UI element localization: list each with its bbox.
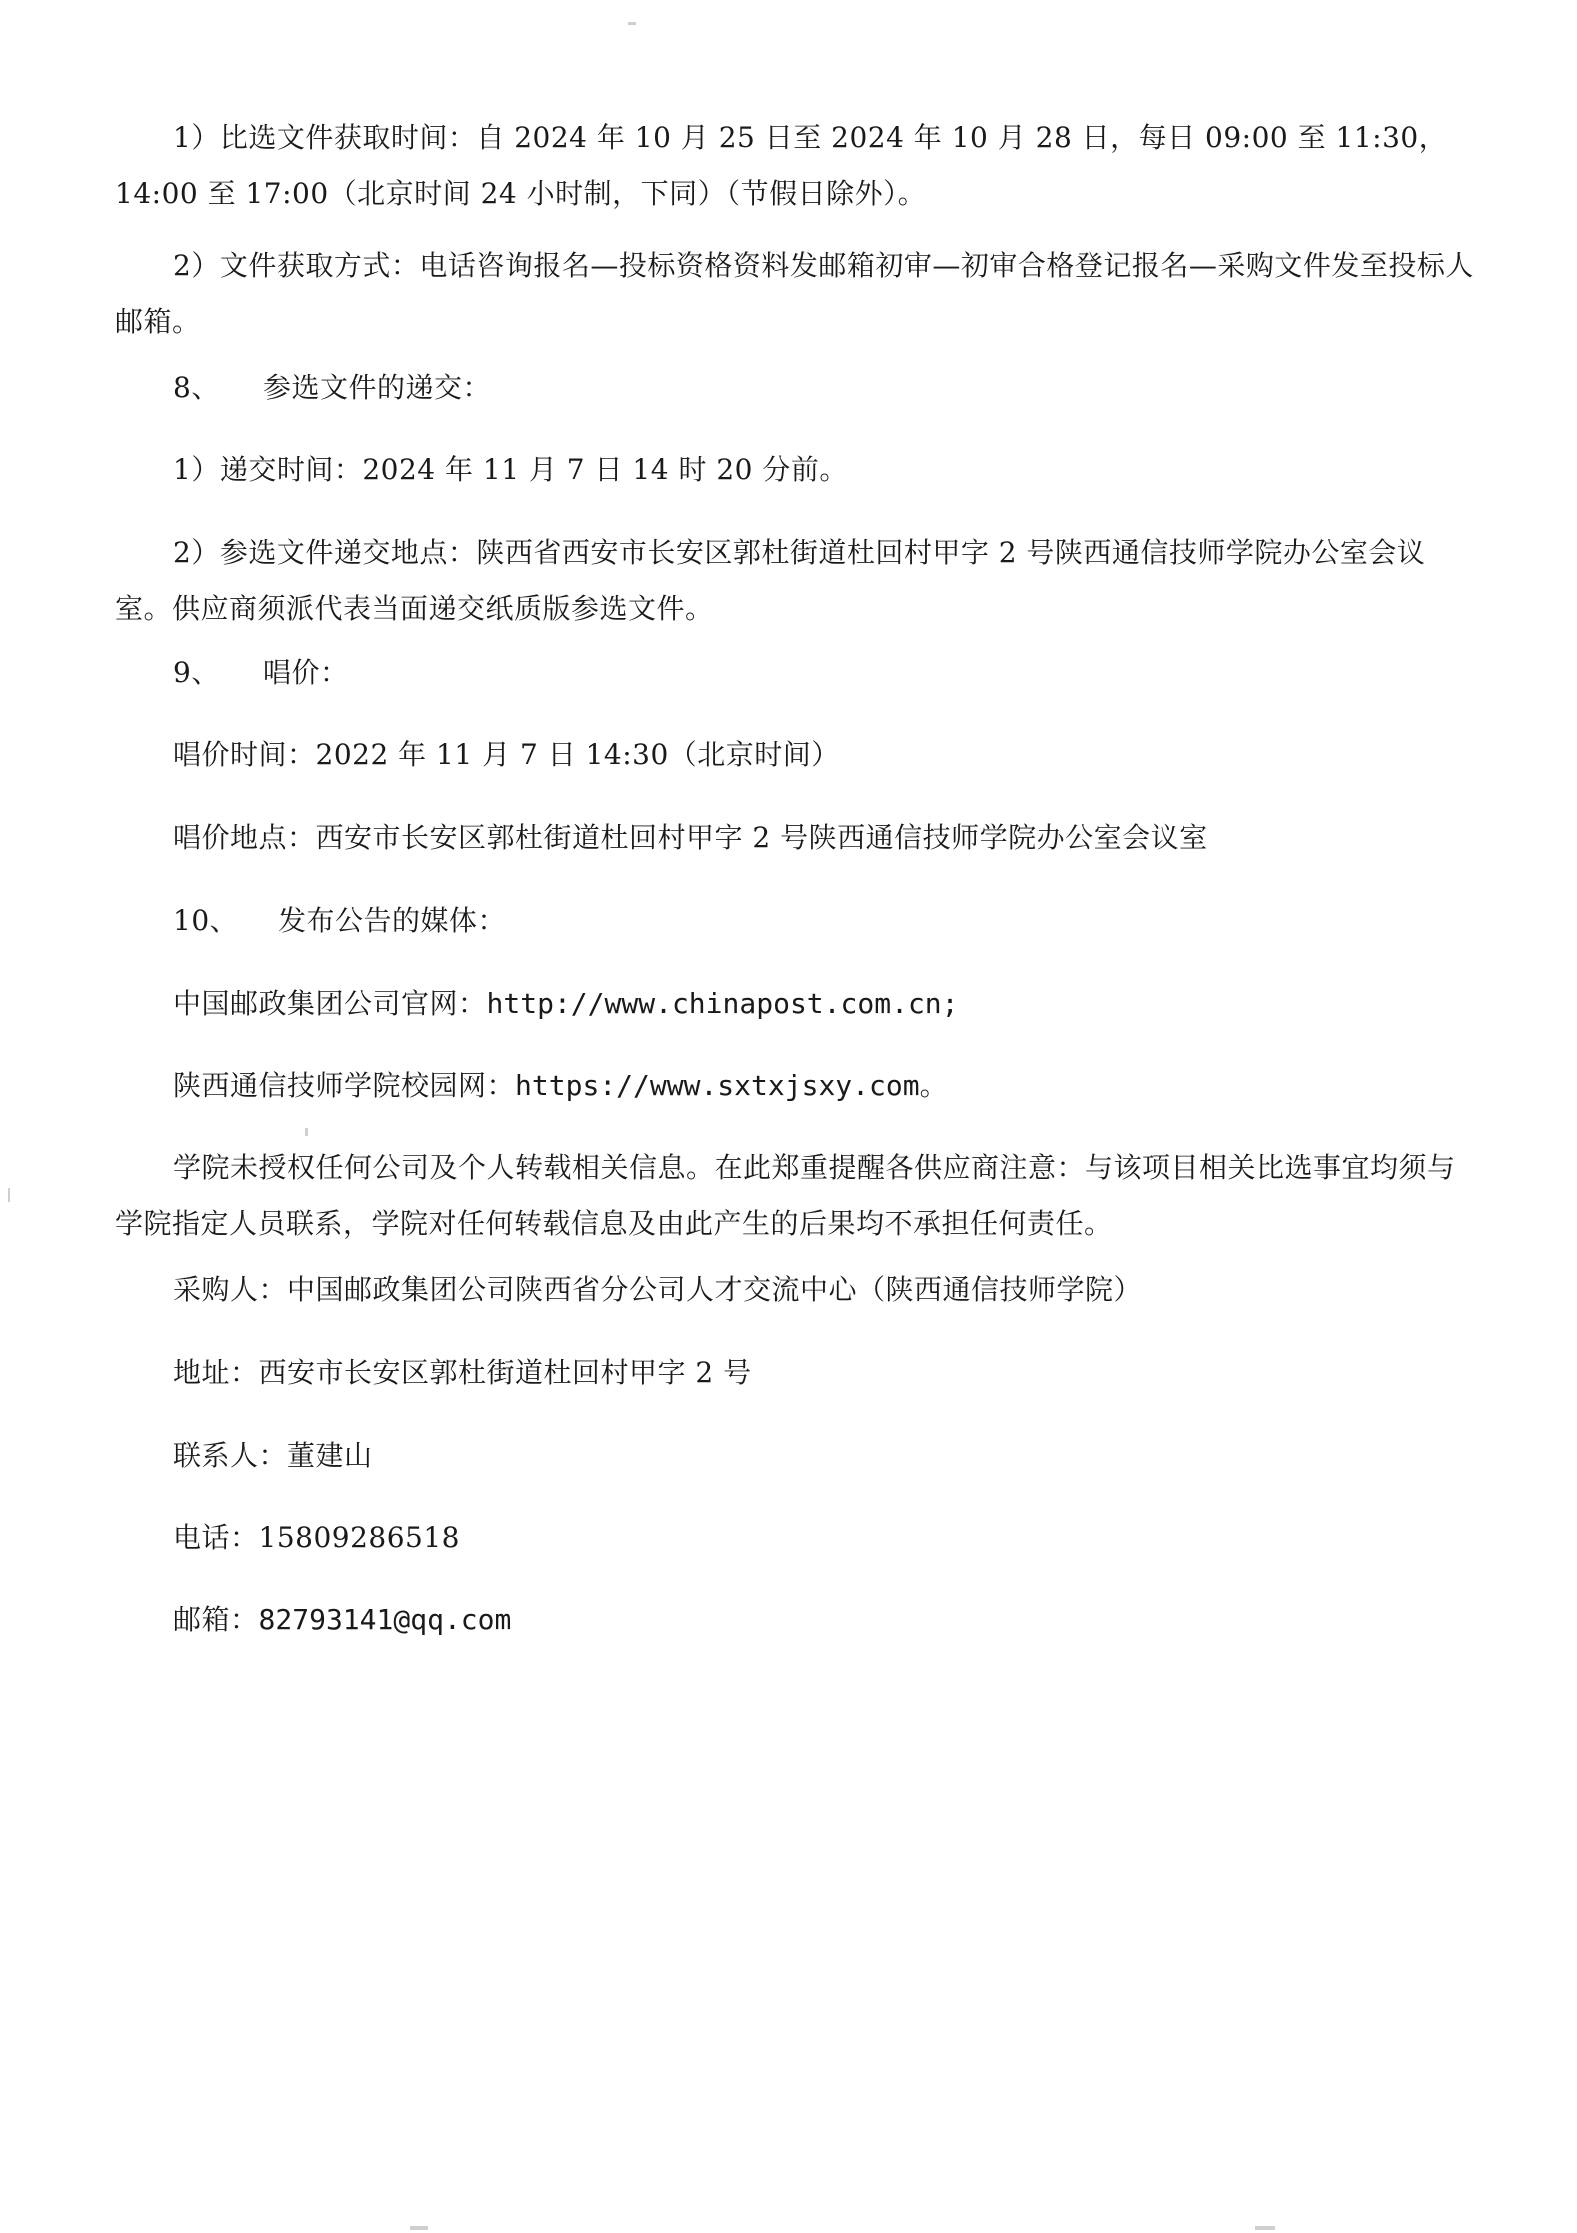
para-submission-time: 1）递交时间：2024 年 11 月 7 日 14 时 20 分前。 — [173, 453, 848, 486]
phone-label: 电话： — [173, 1521, 259, 1554]
scan-speck — [410, 2226, 428, 2230]
scan-speck — [1255, 2226, 1275, 2230]
email-label: 邮箱： — [173, 1603, 259, 1636]
section-number-9: 9、 — [173, 656, 220, 689]
address-line: 地址：西安市长安区郭杜街道杜回村甲字 2 号 — [173, 1356, 752, 1389]
scan-speck — [305, 1128, 308, 1136]
para-submission-location: 2）参选文件递交地点：陕西省西安市长安区郭杜街道杜回村甲字 2 号陕西通信技师学院办公室会议室。供应商须派代表当面递交纸质版参选文件。 — [115, 536, 1426, 625]
phone-number: 15809286518 — [258, 1521, 460, 1554]
media-url-chinapost: http://www.chinapost.com.cn; — [486, 987, 959, 1020]
section-title-10: 发布公告的媒体： — [278, 904, 507, 937]
section-title-9: 唱价： — [263, 656, 349, 689]
section-number-10: 10、 — [173, 904, 239, 937]
para-file-acquisition-method: 2）文件获取方式：电话咨询报名—投标资格资料发邮箱初审—初审合格登记报名—采购文件发至投标人邮箱。 — [115, 249, 1474, 338]
section-heading-9 — [173, 645, 1473, 701]
media-item-chinapost — [173, 976, 1473, 1032]
para-file-acquisition-time: 1）比选文件获取时间：自 2024 年 10 月 25 日至 2024 年 10 月 28 日，每日 09:00 至 11:30，14:00 至 17:00（北京时间 24 小时制，下同）（节假日除外）。 — [115, 121, 1448, 210]
email-line — [173, 1592, 1473, 1648]
purchaser-line: 采购人：中国邮政集团公司陕西省分公司人才交流中心（陕西通信技师学院） — [173, 1273, 1143, 1306]
media-label-campus: 陕西通信技师学院校园网： — [173, 1069, 516, 1102]
section-heading-10 — [173, 893, 1473, 949]
phone-line — [173, 1510, 1473, 1566]
section-heading-8 — [173, 360, 1473, 416]
media-item-campus — [173, 1058, 1473, 1114]
para-bid-opening-location: 唱价地点：西安市长安区郭杜街道杜回村甲字 2 号陕西通信技师学院办公室会议室 — [173, 821, 1208, 854]
para-bid-opening-time: 唱价时间：2022 年 11 月 7 日 14:30（北京时间） — [173, 738, 840, 771]
section-number-8: 8、 — [173, 371, 220, 404]
para-disclaimer: 学院未授权任何公司及个人转载相关信息。在此郑重提醒各供应商注意：与该项目相关比选事宜均须与学院指定人员联系，学院对任何转载信息及由此产生的后果均不承担任何责任。 — [115, 1151, 1456, 1240]
scan-speck — [628, 22, 636, 25]
section-title-8: 参选文件的递交： — [263, 371, 492, 404]
scan-speck — [8, 1188, 10, 1202]
media-label-chinapost: 中国邮政集团公司官网： — [173, 987, 487, 1020]
email-address: 82793141@qq.com — [258, 1603, 512, 1636]
contact-line: 联系人：董建山 — [173, 1439, 373, 1472]
media-url-campus: https://www.sxtxjsxy.com。 — [515, 1069, 948, 1102]
